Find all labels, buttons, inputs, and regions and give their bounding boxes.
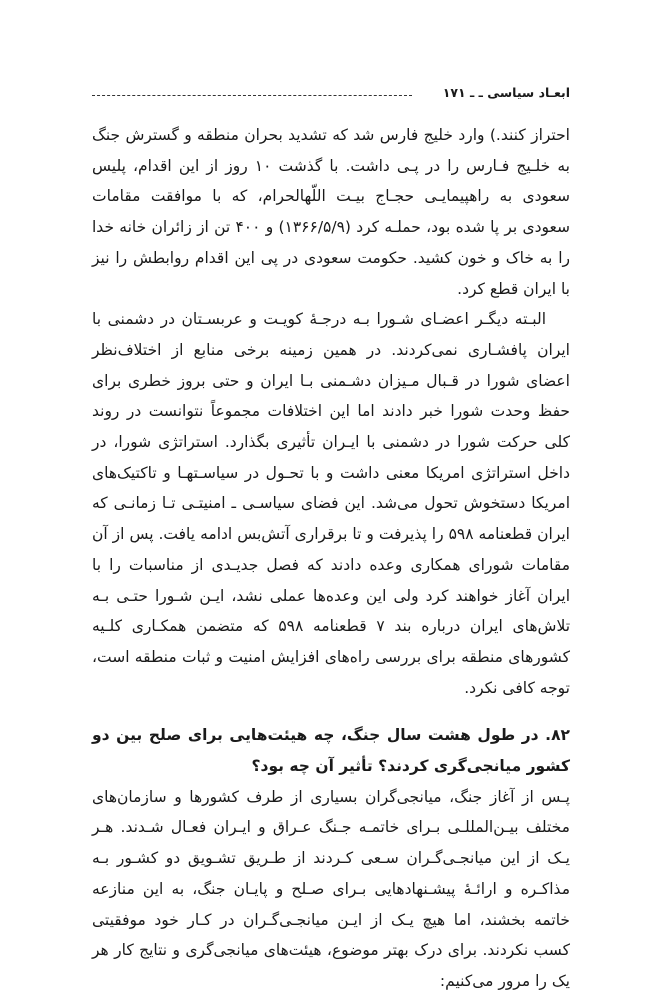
running-header bbox=[92, 83, 570, 107]
question-heading: ۸۲. در طول هشت سال جنگ، چه هیئت‌هایی برای صلح بین دو کشور میانجی‌گری کردند؟ تأثیر آن چه بود؟ bbox=[92, 726, 570, 776]
page-body bbox=[92, 120, 570, 997]
answer-paragraph: پـس از آغاز جنگ، میانجی‌گران بسیاری از طرف کشورها و سازمان‌های مختلف بیـن‌المللـی بـرای خاتمـه جـنگ عـراق و ایـران فعـال شـدند. هـر یـک از این میانجـی‌گـران سـعی کـردند از طـریق تشـویق دو کشـور بـه مذاکـره و ارائـۀ پیشـنهادهایی بـرای صـلح و پایـان جنگ، به این منازعه خاتمه بخشند، اما هیچ یـک از ایـن میانجـی‌گـران در کـار خود موفقیتی کسب نکردند. برای درک بهتر موضوع، هیئت‌های میانجی‌گری و نتایج کار هر یک را مرور می‌کنیم: bbox=[92, 787, 570, 990]
body-paragraph-2: البـته دیگـر اعضـای شـورا بـه درجـۀ کویـت و عربسـتان در دشمنی با ایران پافشـاری نمی‌کردند. در همین زمینه برخی منابع از اختلاف‌نظر اعضای شورا در قـبال مـیزان دشـمنی بـا ایران و حتی بروز خطری برای حفظ وحدت شورا خبر دادند اما این اختلافات مجموعاً نتوانست در روند کلی حرکت شورا در دشمنی با ایـران تأثیری بگذارد. استراتژی شورا، در داخل استراتژی امریکا معنی داشت و با تحـول در سیاسـتهـا و تاکتیک‌های امریکا دستخوش تحول می‌شد. این فضای سیاسـی ـ امنیتـی تـا زمانـی که ایران قطعنامه ۵۹۸ را پذیرفت و تا برقراری آتش‌بس ادامه یافت. پس از آن مقامات شورای همکاری وعده دادند که فصل جدیـدی از مناسبات را با ایران آغاز خواهند کرد ولی این وعده‌ها عملی نشد، ایـن شـورا حتـی بـه تلاش‌های ایران درباره بند ۷ قطعنامه ۵۹۸ که متضمن همکـاری کلـیه کشورهای منطقه برای بررسی راه‌های افزایش امنیت و ثبات منطقه است، توجه کافی نکرد. bbox=[92, 310, 571, 697]
header-dashed-rule bbox=[92, 95, 412, 96]
header-title-page-number: ابعـاد سیاسی ـ ـ ۱۷۱ bbox=[442, 85, 570, 100]
body-paragraph-1: احتراز کنند.) وارد خلیج فارس شد که تشدید بحران منطقه و گسترش جنگ به خلـیج فـارس را در پـی داشت. با گذشت ۱۰ روز از این اقدام، پلیس سعودی به راهپیمایـی حجـاج بیـت اللّهالحرام، که با موافقت مقامات سعودی بر پا شده بود، حملـه کرد (۱۳۶۶/۵/۹) و ۴۰۰ تن از زائران خانه خدا را به خاک و خون کشید. حکومت سعودی در پی این اقدام روابطش را نیز با ایران قطع کرد. bbox=[92, 126, 570, 298]
